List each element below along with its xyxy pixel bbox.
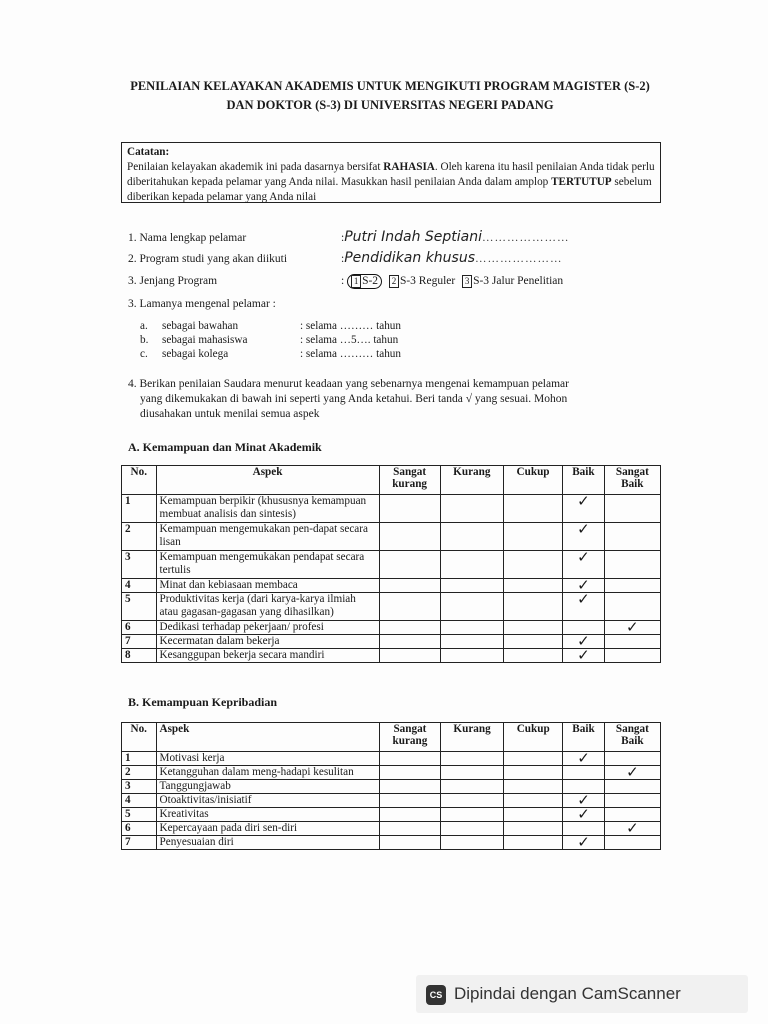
row-aspect: Kesanggupan bekerja secara mandiri bbox=[156, 649, 379, 663]
rating-cell[interactable] bbox=[604, 593, 660, 621]
row-number: 8 bbox=[122, 649, 157, 663]
rating-cell[interactable] bbox=[604, 649, 660, 663]
check-mark-icon: ✓ bbox=[577, 590, 590, 608]
rating-cell[interactable] bbox=[563, 646, 605, 664]
row-number: 4 bbox=[122, 579, 157, 593]
row-number: 3 bbox=[122, 551, 157, 579]
rating-cell[interactable] bbox=[440, 635, 503, 649]
column-header: Baik bbox=[563, 723, 604, 752]
section-a-title: A. Kemampuan dan Minat Akademik bbox=[128, 440, 322, 454]
rating-cell[interactable] bbox=[379, 794, 440, 808]
check-mark-icon: ✓ bbox=[626, 763, 639, 781]
rating-cell[interactable] bbox=[503, 593, 562, 621]
rating-cell[interactable] bbox=[504, 766, 563, 780]
rating-cell[interactable] bbox=[379, 551, 440, 579]
rating-cell[interactable] bbox=[504, 780, 563, 794]
row-number: 2 bbox=[122, 523, 157, 551]
column-header: Aspek bbox=[156, 723, 379, 752]
field-name: 1. Nama lengkap pelamar :Putri Indah Septiani………………… bbox=[128, 229, 570, 245]
check-mark-icon: ✓ bbox=[626, 819, 639, 837]
table-row bbox=[122, 593, 661, 621]
rating-cell[interactable] bbox=[503, 649, 562, 663]
note-bold-2: TERTUTUP bbox=[551, 176, 612, 188]
column-header: Sangat Baik bbox=[604, 723, 660, 752]
known-label: 3. Lamanya mengenal pelamar : bbox=[128, 298, 276, 310]
rating-cell[interactable] bbox=[440, 649, 503, 663]
rating-cell[interactable] bbox=[440, 579, 503, 593]
row-number: 6 bbox=[122, 621, 157, 635]
rating-cell[interactable] bbox=[440, 551, 503, 579]
rating-cell[interactable] bbox=[379, 621, 440, 635]
rating-cell[interactable] bbox=[379, 780, 440, 794]
check-mark-icon: ✓ bbox=[626, 618, 639, 636]
rating-cell[interactable] bbox=[379, 523, 440, 551]
table-row bbox=[122, 752, 661, 766]
table-row bbox=[122, 523, 661, 551]
table-row bbox=[122, 836, 661, 850]
row-aspect: Ketangguhan dalam meng-hadapi kesulitan bbox=[156, 766, 379, 780]
rating-cell[interactable] bbox=[440, 752, 503, 766]
rating-cell[interactable] bbox=[379, 495, 440, 523]
rating-cell[interactable] bbox=[440, 808, 503, 822]
program-label: 2. Program studi yang akan diikuti bbox=[128, 253, 288, 265]
row-number: 1 bbox=[122, 495, 157, 523]
row-number: 4 bbox=[122, 794, 157, 808]
row-aspect: Produktivitas kerja (dari karya-karya ilmiah atau gagasan-gagasan yang dihasilkan) bbox=[156, 593, 379, 621]
table-row bbox=[122, 808, 661, 822]
rating-cell[interactable] bbox=[604, 836, 660, 850]
check-mark-icon: ✓ bbox=[577, 576, 590, 594]
row-aspect: Kreativitas bbox=[156, 808, 379, 822]
rating-cell[interactable] bbox=[604, 579, 660, 593]
rating-cell[interactable] bbox=[604, 780, 660, 794]
rating-cell[interactable] bbox=[440, 780, 503, 794]
column-header: Sangat kurang bbox=[379, 466, 440, 495]
rating-cell[interactable] bbox=[379, 593, 440, 621]
row-number: 7 bbox=[122, 635, 157, 649]
row-number: 1 bbox=[122, 752, 157, 766]
check-mark-icon: ✓ bbox=[577, 749, 590, 767]
rating-cell[interactable] bbox=[563, 520, 605, 551]
camscanner-icon: CS bbox=[426, 985, 446, 1005]
document-title-line1: PENILAIAN KELAYAKAN AKADEMIS UNTUK MENGIKUTI PROGRAM MAGISTER (S-2) bbox=[130, 79, 650, 93]
note-text-2: . Oleh karena itu hasil penilaian Anda tidak perlu diberitahukan kepada pelamar yang Anda nilai. Masukkan hasil penilaian Anda dalam amplop bbox=[127, 161, 655, 188]
rating-cell[interactable] bbox=[604, 523, 660, 551]
rating-cell[interactable] bbox=[504, 794, 563, 808]
row-number: 5 bbox=[122, 808, 157, 822]
row-aspect: Kemampuan mengemukakan pen-dapat secara lisan bbox=[156, 523, 379, 551]
known-item-b: b. sebagai mahasiswa : selama …5…. tahun bbox=[140, 334, 399, 346]
known-item-a: a. sebagai bawahan : selama ……… tahun bbox=[140, 320, 401, 332]
rating-cell[interactable] bbox=[504, 836, 563, 850]
rating-cell[interactable] bbox=[379, 822, 440, 836]
row-aspect: Kemampuan berpikir (khususnya kemampuan membuat analisis dan sintesis) bbox=[156, 495, 379, 523]
rating-cell[interactable] bbox=[440, 836, 503, 850]
rating-cell[interactable] bbox=[379, 808, 440, 822]
rating-cell[interactable] bbox=[504, 808, 563, 822]
note-bold-1: RAHASIA bbox=[383, 161, 435, 173]
column-header: Baik bbox=[563, 466, 605, 495]
rating-cell[interactable] bbox=[604, 495, 660, 523]
camscanner-watermark bbox=[416, 975, 748, 1013]
check-mark-icon: ✓ bbox=[577, 791, 590, 809]
rating-cell[interactable] bbox=[440, 621, 503, 635]
table-row bbox=[122, 649, 661, 663]
check-mark-icon: ✓ bbox=[577, 632, 590, 650]
note-heading: Catatan: bbox=[127, 146, 170, 158]
table-header-row bbox=[122, 723, 661, 752]
rating-cell[interactable] bbox=[563, 749, 604, 767]
section-a-table bbox=[121, 465, 661, 663]
row-aspect: Tanggungjawab bbox=[156, 780, 379, 794]
rating-cell[interactable] bbox=[503, 551, 562, 579]
column-header: Kurang bbox=[440, 723, 503, 752]
rating-cell[interactable] bbox=[379, 635, 440, 649]
level-option-s2: 1 S-2 bbox=[347, 274, 382, 289]
rating-cell[interactable] bbox=[504, 822, 563, 836]
rating-cell[interactable] bbox=[440, 523, 503, 551]
column-header: No. bbox=[122, 723, 157, 752]
rating-cell[interactable] bbox=[563, 492, 605, 523]
note-box bbox=[121, 142, 661, 203]
rating-cell[interactable] bbox=[563, 766, 604, 780]
rating-cell[interactable] bbox=[563, 590, 605, 621]
level-option-s3-penelitian: 3 S-3 Jalur Penelitian bbox=[462, 275, 563, 288]
rating-cell[interactable] bbox=[503, 523, 562, 551]
check-mark-icon: ✓ bbox=[577, 492, 590, 510]
rating-cell[interactable] bbox=[379, 766, 440, 780]
rating-cell[interactable] bbox=[503, 635, 562, 649]
rating-cell[interactable] bbox=[440, 593, 503, 621]
row-aspect: Penyesuaian diri bbox=[156, 836, 379, 850]
level-label: 3. Jenjang Program bbox=[128, 275, 218, 288]
column-header: Sangat Baik bbox=[604, 466, 660, 495]
rating-cell[interactable] bbox=[440, 766, 503, 780]
column-header: Cukup bbox=[504, 723, 563, 752]
row-aspect: Kemampuan mengemukakan pendapat secara tertulis bbox=[156, 551, 379, 579]
rating-cell[interactable] bbox=[504, 752, 563, 766]
program-value: Pendidikan khusus bbox=[344, 250, 476, 266]
check-mark-icon: ✓ bbox=[577, 833, 590, 851]
name-label: 1. Nama lengkap pelamar bbox=[128, 232, 247, 244]
rating-cell[interactable] bbox=[604, 763, 660, 781]
row-aspect: Dedikasi terhadap pekerjaan/ profesi bbox=[156, 621, 379, 635]
row-aspect: Kecermatan dalam bekerja bbox=[156, 635, 379, 649]
rating-cell[interactable] bbox=[604, 551, 660, 579]
rating-cell[interactable] bbox=[604, 618, 660, 636]
column-header: Sangat kurang bbox=[379, 723, 440, 752]
rating-cell[interactable] bbox=[563, 548, 605, 579]
level-option-s3-reguler: 2 S-3 Reguler bbox=[389, 275, 455, 288]
rating-cell[interactable] bbox=[604, 819, 660, 837]
rating-cell[interactable] bbox=[503, 495, 562, 523]
rating-cell[interactable] bbox=[563, 805, 604, 823]
rating-cell[interactable] bbox=[440, 495, 503, 523]
column-header: No. bbox=[122, 466, 157, 495]
rating-cell[interactable] bbox=[604, 794, 660, 808]
rating-cell[interactable] bbox=[604, 635, 660, 649]
check-mark-icon: ✓ bbox=[577, 805, 590, 823]
column-header: Cukup bbox=[503, 466, 562, 495]
check-mark-icon: ✓ bbox=[577, 646, 590, 664]
rating-cell[interactable] bbox=[503, 621, 562, 635]
row-number: 6 bbox=[122, 822, 157, 836]
rating-cell[interactable] bbox=[379, 836, 440, 850]
row-number: 5 bbox=[122, 593, 157, 621]
table-header-row bbox=[122, 466, 661, 495]
check-mark-icon: ✓ bbox=[577, 520, 590, 538]
column-header: Aspek bbox=[156, 466, 379, 495]
rating-cell[interactable] bbox=[503, 579, 562, 593]
rating-cell[interactable] bbox=[563, 833, 604, 851]
section-b-title: B. Kemampuan Kepribadian bbox=[128, 695, 278, 709]
row-aspect: Otoaktivitas/inisiatif bbox=[156, 794, 379, 808]
section-b-table bbox=[121, 722, 661, 850]
table-row bbox=[122, 551, 661, 579]
row-aspect: Kepercayaan pada diri sen-diri bbox=[156, 822, 379, 836]
note-text-3: sebelum diberikan kepada pelamar yang Anda nilai bbox=[127, 176, 652, 203]
row-aspect: Motivasi kerja bbox=[156, 752, 379, 766]
row-number: 2 bbox=[122, 766, 157, 780]
check-mark-icon: ✓ bbox=[577, 548, 590, 566]
rating-cell[interactable] bbox=[379, 752, 440, 766]
rating-cell[interactable] bbox=[440, 794, 503, 808]
table-row bbox=[122, 766, 661, 780]
field-level: 3. Jenjang Program : 1 S-2 2 S-3 Reguler 3 S-3 Jalur Penelitian bbox=[128, 275, 564, 288]
row-aspect: Minat dan kebiasaan membaca bbox=[156, 579, 379, 593]
rating-cell[interactable] bbox=[379, 649, 440, 663]
row-number: 3 bbox=[122, 780, 157, 794]
rating-cell[interactable] bbox=[440, 822, 503, 836]
table-row bbox=[122, 495, 661, 523]
row-number: 7 bbox=[122, 836, 157, 850]
column-header: Kurang bbox=[440, 466, 503, 495]
name-value: Putri Indah Septiani bbox=[344, 229, 483, 245]
known-item-c: c. sebagai kolega : selama ……… tahun bbox=[140, 348, 401, 360]
camscanner-text: Dipindai dengan CamScanner bbox=[454, 984, 681, 1003]
rating-cell[interactable] bbox=[379, 579, 440, 593]
note-text-1: Penilaian kelayakan akademik ini pada dasarnya bersifat bbox=[127, 161, 384, 173]
instruction-4: 4. Berikan penilaian Saudara menurut keadaan yang sebenarnya mengenai kemampuan pelamar yang dikemukakan di bawah ini seperti yang Anda ketahui. Beri tanda √ yang sesuai. Mohon diusahakan untuk menilai semua aspek bbox=[128, 378, 569, 420]
field-program: 2. Program studi yang akan diikuti :Pendidikan khusus………………… bbox=[128, 250, 563, 266]
document-title-line2: DAN DOKTOR (S-3) DI UNIVERSITAS NEGERI PADANG bbox=[226, 98, 554, 112]
